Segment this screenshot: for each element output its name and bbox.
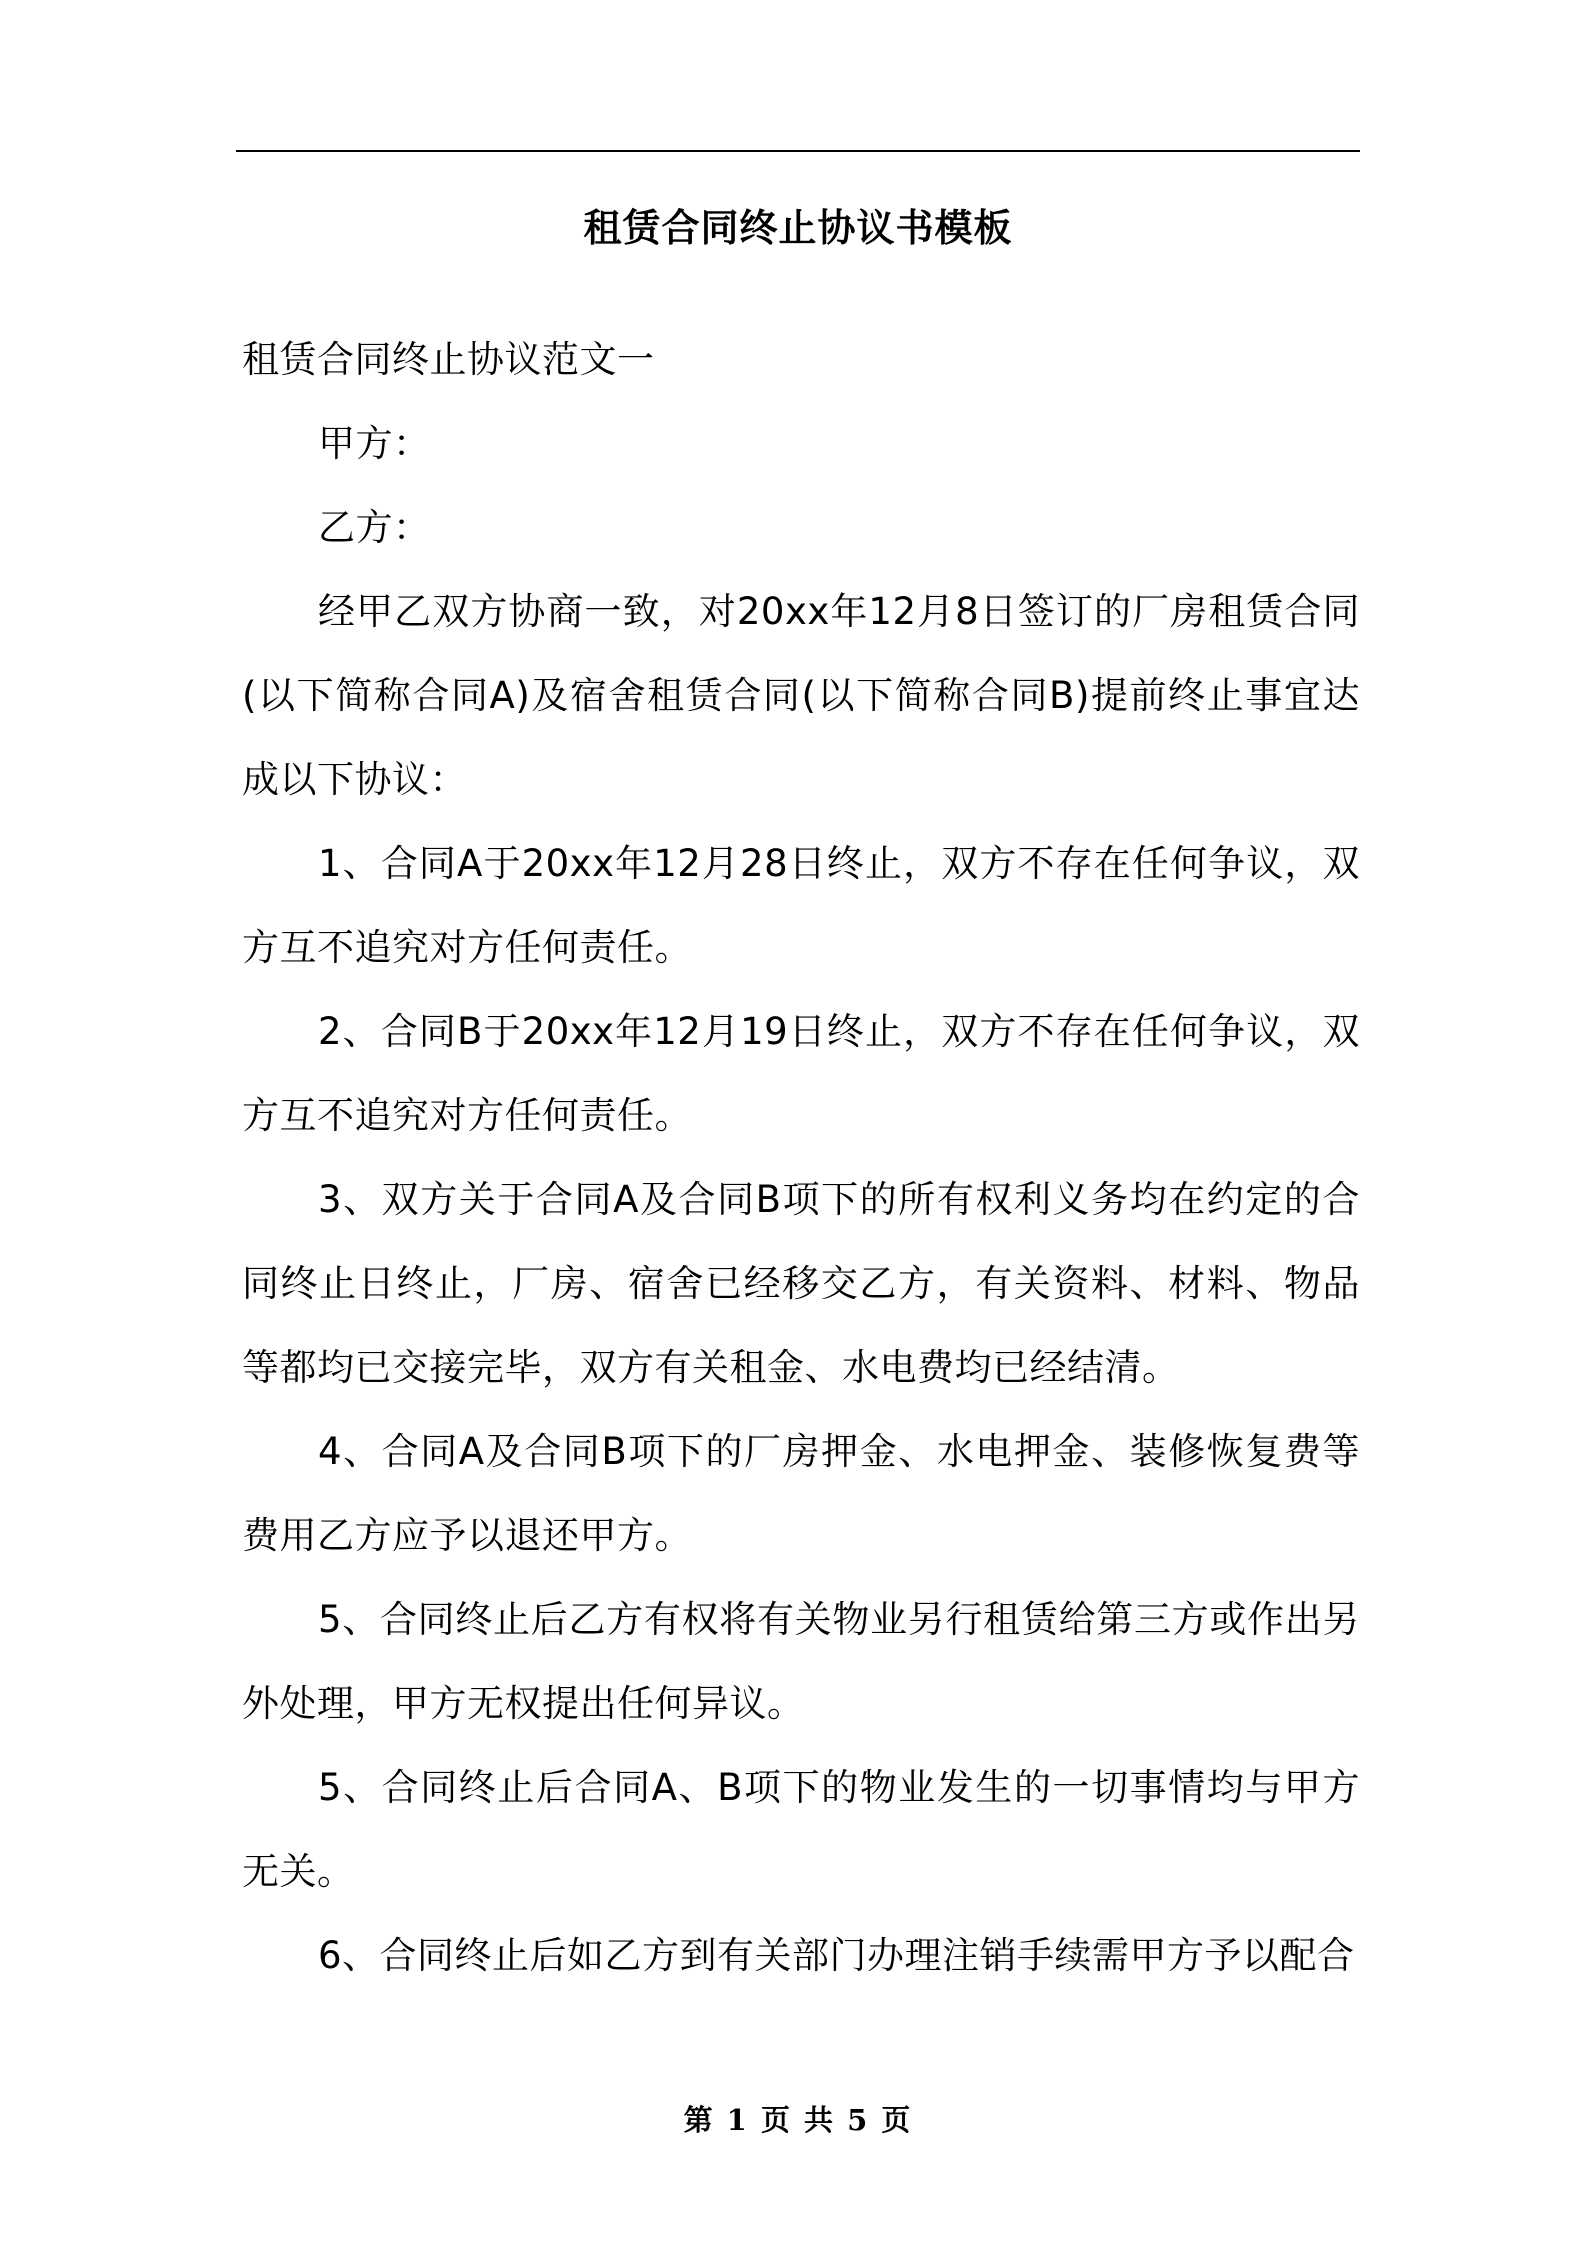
clause-5b: 5、合同终止后合同A、B项下的物业发生的一切事情均与甲方无关。 — [242, 1766, 1360, 1893]
clause-6: 6、合同终止后如乙方到有关部门办理注销手续需甲方予以配合 — [318, 1934, 1355, 1977]
party-b-line: 乙方： — [318, 506, 431, 549]
document-title: 租赁合同终止协议书模板 — [583, 206, 1013, 250]
clause-1: 1、合同A于20xx年12月28日终止，双方不存在任何争议，双方互不追究对方任何责任。 — [242, 842, 1360, 969]
intro-paragraph: 经甲乙双方协商一致，对20xx年12月8日签订的厂房租赁合同(以下简称合同A)及宿舍租赁合同(以下简称合同B)提前终止事宜达成以下协议： — [242, 590, 1360, 801]
party-a-line: 甲方： — [318, 422, 431, 465]
document-body — [242, 318, 1360, 1998]
header-rule — [236, 150, 1360, 152]
page-footer: 第 1 页 共 5 页 — [683, 2103, 913, 2137]
clause-3: 3、双方关于合同A及合同B项下的所有权利义务均在约定的合同终止日终止，厂房、宿舍已经移交乙方，有关资料、材料、物品等都均已交接完毕，双方有关租金、水电费均已经结清。 — [242, 1178, 1360, 1389]
clause-2: 2、合同B于20xx年12月19日终止，双方不存在任何争议，双方互不追究对方任何责任。 — [242, 1010, 1360, 1137]
clause-5a: 5、合同终止后乙方有权将有关物业另行租赁给第三方或作出另外处理，甲方无权提出任何异议。 — [242, 1598, 1360, 1725]
section-subtitle: 租赁合同终止协议范文一 — [242, 338, 655, 381]
clause-4: 4、合同A及合同B项下的厂房押金、水电押金、装修恢复费等费用乙方应予以退还甲方。 — [242, 1430, 1360, 1557]
